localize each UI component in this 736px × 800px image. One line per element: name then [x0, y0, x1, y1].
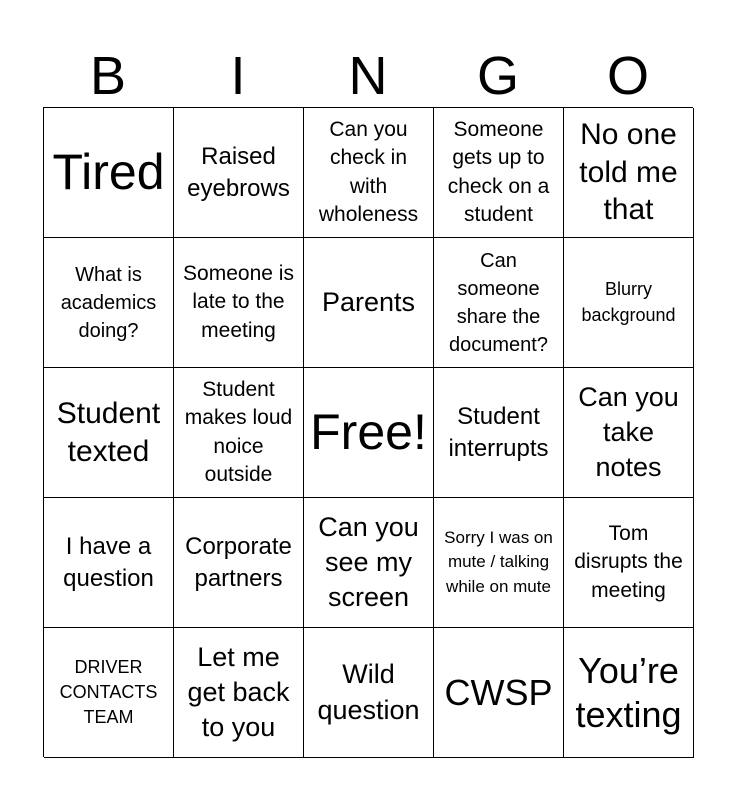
header-letter-g: G	[476, 46, 519, 106]
cell-text: CWSP	[444, 671, 553, 713]
bingo-cell-r0-c2[interactable]	[304, 108, 434, 238]
bingo-cell-r3-c2[interactable]	[304, 498, 434, 628]
header-letter-i: I	[230, 46, 246, 106]
cell-text: What is academics doing?	[60, 263, 157, 342]
cell-text: Can you see my screen	[318, 511, 419, 613]
cell-text: Tom disrupts the meeting	[574, 521, 683, 602]
bingo-cell-r1-c2[interactable]	[304, 238, 434, 368]
cell-text: Free!	[310, 404, 427, 460]
bingo-cell-r4-c1[interactable]	[174, 628, 304, 758]
cell-text: You’re texting	[575, 650, 682, 735]
bingo-cell-r0-c0[interactable]	[44, 108, 174, 238]
bingo-cell-r4-c2[interactable]	[304, 628, 434, 758]
bingo-cell-r2-c4[interactable]	[564, 368, 694, 498]
bingo-cell-r1-c0[interactable]	[44, 238, 174, 368]
cell-text: Someone is late to the meeting	[183, 261, 294, 342]
bingo-cell-r1-c1[interactable]	[174, 238, 304, 368]
cell-text: DRIVER CONTACTS TEAM	[59, 656, 158, 728]
bingo-cell-r1-c4[interactable]	[564, 238, 694, 368]
cell-text: Let me get back to you	[187, 641, 290, 743]
cell-text: Raised eyebrows	[187, 143, 290, 202]
bingo-cell-r3-c0[interactable]	[44, 498, 174, 628]
bingo-cell-r1-c3[interactable]	[434, 238, 564, 368]
free-space-cell[interactable]	[304, 368, 434, 498]
cell-text: Parents	[321, 286, 416, 317]
bingo-cell-r0-c4[interactable]	[564, 108, 694, 238]
cell-text: Can you check in with wholeness	[318, 117, 419, 226]
cell-text: Blurry background	[581, 279, 676, 325]
header-letter-n: N	[348, 46, 388, 106]
cell-text: Sorry I was on mute / talking while on mute	[444, 527, 553, 596]
bingo-cell-r0-c1[interactable]	[174, 108, 304, 238]
cell-text: Can someone share the document?	[449, 249, 548, 356]
cell-text: Student makes loud noice outside	[184, 377, 293, 486]
bingo-header	[43, 46, 693, 106]
header-letter-b: B	[89, 46, 127, 106]
cell-text: Can you take notes	[578, 381, 679, 483]
bingo-cell-r2-c1[interactable]	[174, 368, 304, 498]
bingo-cell-r4-c0[interactable]	[44, 628, 174, 758]
cell-text: Student interrupts	[448, 403, 549, 462]
cell-text: I have a question	[63, 533, 154, 592]
bingo-cell-r3-c1[interactable]	[174, 498, 304, 628]
cell-text: Student texted	[56, 397, 161, 468]
bingo-cell-r0-c3[interactable]	[434, 108, 564, 238]
bingo-cell-r4-c4[interactable]	[564, 628, 694, 758]
bingo-cell-r3-c4[interactable]	[564, 498, 694, 628]
header-letter-o: O	[606, 46, 649, 106]
cell-text: Corporate partners	[185, 533, 292, 592]
bingo-board	[43, 107, 693, 757]
bingo-cell-r3-c3[interactable]	[434, 498, 564, 628]
bingo-cell-r4-c3[interactable]	[434, 628, 564, 758]
bingo-cell-r2-c0[interactable]	[44, 368, 174, 498]
bingo-cell-r2-c3[interactable]	[434, 368, 564, 498]
cell-text: No one told me that	[579, 118, 678, 227]
cell-text: Wild question	[317, 659, 420, 725]
cell-text: Someone gets up to check on a student	[447, 117, 550, 226]
cell-text: Tired	[52, 144, 165, 200]
